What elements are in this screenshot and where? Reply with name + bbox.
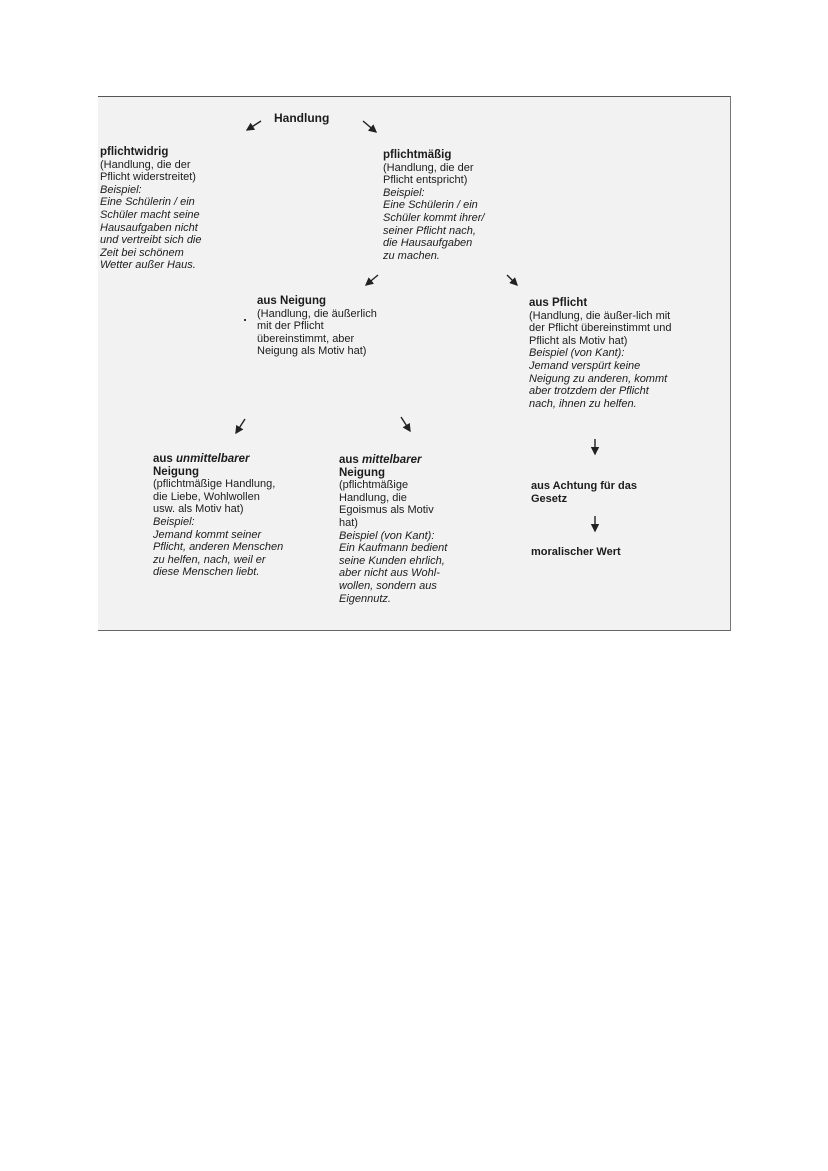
aus-pflicht-example-4: nach, ihnen zu helfen.: [529, 397, 637, 410]
mittelbar-desc-4: hat): [339, 516, 358, 529]
mittelbar-desc-1: (pflichtmäßige: [339, 479, 409, 492]
diagram-scan: [98, 96, 731, 631]
achtung-line-1: aus Achtung für das: [531, 480, 637, 492]
pflichtwidrig-example-4: und vertreibt sich die: [100, 234, 202, 247]
aus-pflicht-title: aus Pflicht: [529, 297, 588, 309]
node-aus-pflicht: [529, 297, 729, 410]
arrow-to-mittelbar: [401, 417, 410, 431]
unmittelbar-title-prefix: aus: [153, 453, 177, 465]
mittelbar-desc-2: Handlung, die: [339, 491, 407, 504]
pflichtwidrig-example-2: Schüler macht seine: [100, 208, 200, 221]
pflichtwidrig-example-6: Wetter außer Haus.: [100, 259, 196, 272]
pflichtmaessig-title: pflichtmäßig: [383, 149, 452, 161]
pflichtwidrig-example-label: Beispiel:: [100, 183, 142, 196]
pflichtmaessig-example-label: Beispiel:: [383, 186, 425, 199]
unmittelbar-desc-2: die Liebe, Wohlwollen: [153, 490, 260, 503]
unmittelbar-example-3: zu helfen, nach, weil er: [153, 553, 266, 566]
unmittelbar-example-1: Jemand kommt seiner: [153, 528, 262, 541]
mittelbar-title-line1: [339, 454, 499, 467]
aus-pflicht-desc-2: der Pflicht übereinstimmt und: [529, 322, 672, 335]
pflichtmaessig-example-4: die Hausaufgaben: [383, 237, 473, 250]
pflichtmaessig-desc-1: (Handlung, die der: [383, 161, 474, 174]
aus-neigung-desc-1: (Handlung, die äußerlich: [257, 307, 377, 320]
unmittelbar-desc-3: usw. als Motiv hat): [153, 503, 244, 516]
mittelbar-title-prefix: aus: [339, 454, 363, 466]
pflichtwidrig-example-3: Hausaufgaben nicht: [100, 221, 198, 234]
node-pflichtmaessig: [383, 149, 533, 262]
unmittelbar-title-line1: [153, 453, 333, 466]
pflichtmaessig-desc-2: Pflicht entspricht): [383, 174, 468, 187]
pflichtmaessig-example-1: Eine Schülerin / ein: [383, 199, 478, 212]
pflichtwidrig-desc-2: Pflicht widerstreitet): [100, 171, 196, 184]
node-unmittelbare-neigung: [153, 453, 333, 579]
aus-neigung-desc-4: Neigung als Motiv hat): [257, 345, 367, 358]
pflichtmaessig-example-2: Schüler kommt ihrer/: [383, 211, 485, 224]
node-achtung-gesetz: [531, 480, 691, 505]
mittelbar-example-1: Ein Kaufmann bedient: [339, 542, 448, 555]
node-moralischer-wert: moralischer Wert: [531, 546, 621, 558]
unmittelbar-example-2: Pflicht, anderen Menschen: [153, 541, 284, 554]
node-mittelbare-neigung: [339, 454, 499, 605]
arrow-to-unmittelbar: [236, 419, 245, 433]
aus-pflicht-example-1: Jemand verspürt keine: [529, 359, 641, 372]
unmittelbar-example-4: diese Menschen liebt.: [153, 566, 260, 579]
pflichtwidrig-example-1: Eine Schülerin / ein: [100, 196, 195, 209]
mittelbar-example-2: seine Kunden ehrlich,: [339, 554, 445, 567]
mittelbar-desc-3: Egoismus als Motiv: [339, 504, 434, 517]
aus-neigung-title: aus Neigung: [257, 295, 327, 307]
arrow-to-aus-neigung: [366, 275, 378, 285]
pflichtmaessig-example-5: zu machen.: [383, 249, 440, 262]
aus-pflicht-desc-3: Pflicht als Motiv hat): [529, 334, 628, 347]
arrow-to-pflichtwidrig: [247, 121, 261, 130]
node-aus-neigung: [257, 295, 427, 358]
mittelbar-example-label: Beispiel (von Kant):: [339, 529, 435, 542]
arrow-to-pflichtmaessig: [363, 121, 376, 132]
mittelbar-title-em: mittelbarer: [362, 454, 422, 466]
mittelbar-example-5: Eigennutz.: [339, 592, 391, 605]
pflichtwidrig-title: pflichtwidrig: [100, 146, 169, 158]
mittelbar-example-4: wollen, sondern aus: [339, 579, 437, 592]
aus-neigung-desc-2: mit der Pflicht: [257, 320, 324, 333]
aus-pflicht-example-3: aber trotzdem der Pflicht: [529, 385, 649, 398]
mittelbar-example-3: aber nicht aus Wohl-: [339, 567, 440, 580]
aus-neigung-desc-3: übereinstimmt, aber: [257, 332, 355, 345]
arrow-to-aus-pflicht: [507, 275, 517, 285]
unmittelbar-desc-1: (pflichtmäßige Handlung,: [153, 478, 276, 491]
aus-pflicht-desc-1: (Handlung, die äußer-lich mit: [529, 309, 671, 322]
aus-pflicht-example-2: Neigung zu anderen, kommt: [529, 372, 668, 385]
unmittelbar-example-label: Beispiel:: [153, 515, 195, 528]
unmittelbar-title-line2: Neigung: [153, 465, 199, 478]
node-pflichtwidrig: [100, 146, 250, 272]
pflichtwidrig-example-5: Zeit bei schönem: [100, 246, 184, 259]
pflichtmaessig-example-3: seiner Pflicht nach,: [383, 224, 476, 237]
aus-pflicht-example-label: Beispiel (von Kant):: [529, 347, 625, 360]
stray-dot: [244, 319, 246, 321]
pflichtwidrig-desc-1: (Handlung, die der: [100, 158, 191, 171]
unmittelbar-title-em: unmittelbarer: [176, 453, 250, 465]
achtung-line-2: Gesetz: [531, 492, 568, 505]
node-handlung: Handlung: [274, 111, 330, 125]
mittelbar-title-line2: Neigung: [339, 466, 385, 479]
